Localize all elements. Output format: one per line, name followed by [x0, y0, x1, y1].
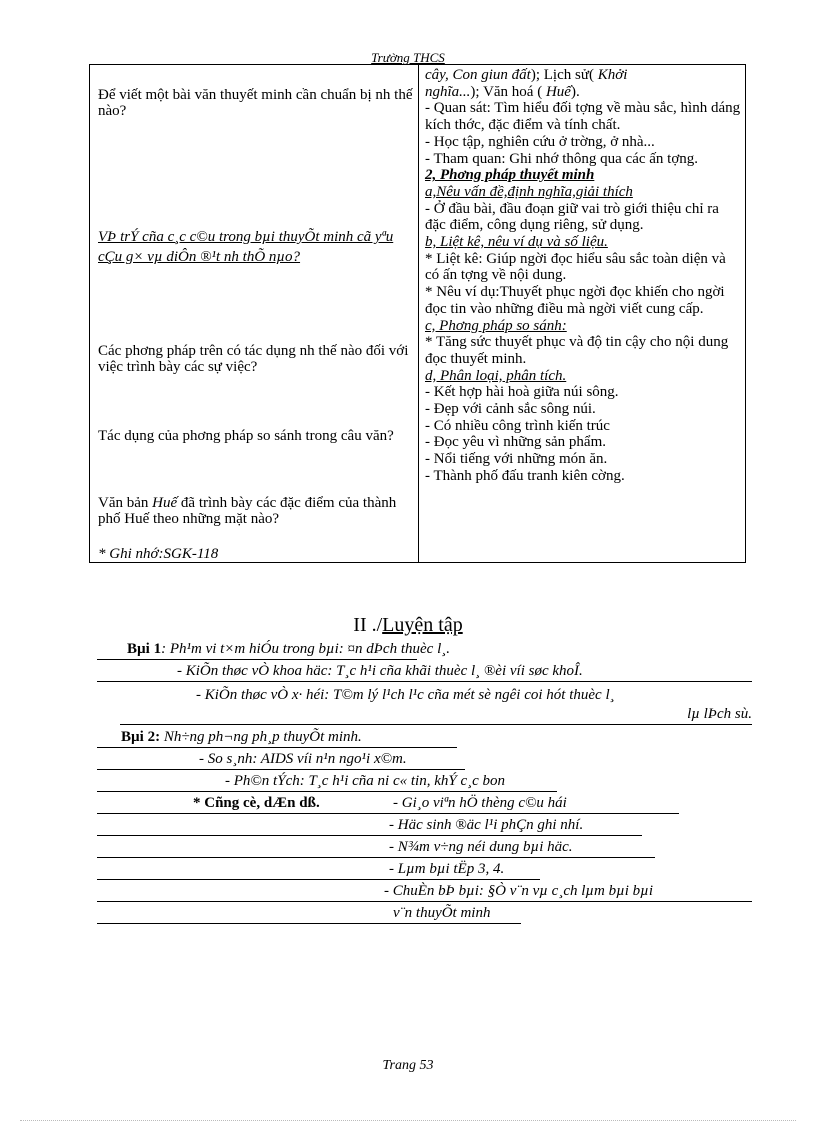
question-methods-effect: Các phơng pháp trên có tác dụng nh thế nào đối với việc trình bày các sự việc? — [98, 343, 409, 375]
practice-line: v¨n thuyÕt minh — [97, 904, 521, 924]
hue-item: - Có nhiều công trình kiến trúc — [425, 417, 610, 434]
practice-line: * Cñng cè, dÆn dß. - Gi¸o viªn hÖ thèng c©u hái — [97, 794, 679, 814]
method-d-heading: d, Phân loại, phân tích. — [425, 367, 567, 384]
practice-line: Bµi 2: Nh÷ng ph¬ng ph¸p thuyÕt minh. — [97, 728, 457, 748]
hue-item: - Nổi tiếng với những món ăn. — [425, 451, 608, 468]
section-title: II ./Luyện tập — [353, 614, 463, 636]
qa-table — [89, 64, 746, 563]
practice-line: - So s¸nh: AIDS víi n¹n ngo¹i x©m. — [97, 750, 465, 770]
question-sentence-position: VÞ trÝ cña c¸c c©u trong bµi thuyÕt minh cã yªu cÇu g× vµ diÔn ®¹t nh thÕ nµo? — [98, 229, 394, 265]
answers-column — [419, 65, 746, 563]
page-header: Trường THCS — [371, 50, 445, 65]
hue-item: - Thành phố đấu tranh kiên cờng. — [425, 467, 625, 484]
method-c-text: * Tăng sức thuyết phục và độ tin cậy cho nội dung đọc thuyết minh. — [425, 334, 729, 367]
practice-line: - Lµm bµi tËp 3, 4. — [97, 860, 540, 880]
practice-line: Bµi 1: Ph¹m vi t×m hiÓu trong bµi: ¤n dÞch thuèc l¸. — [97, 640, 417, 660]
practice-line: - KiÕn thøc vÒ x· héi: T©m lý l¹ch l¹c cña mét sè ngêi coi hót thuèc l¸ — [196, 687, 615, 703]
hue-item: - Đọc yêu vì những sản phẩm. — [425, 434, 607, 451]
note-sgk: * Ghi nhớ:SGK-118 — [98, 546, 219, 562]
answer-visit: - Tham quan: Ghi nhớ thông qua các ấn tợng. — [425, 150, 699, 167]
method-heading: 2, Phơng pháp thuyết minh — [425, 167, 595, 184]
hue-item: - Kết hợp hài hoà giữa núi sông. — [425, 384, 619, 401]
practice-line: lµ lÞch sù. — [120, 705, 752, 725]
answer-observe: - Quan sát: Tìm hiểu đối tợng về màu sắc, hình dáng kích thớc, đặc điểm và tính chất. — [425, 100, 741, 134]
bottom-border — [20, 1120, 796, 1121]
method-a-heading: a,Nêu vấn đề,định nghĩa,giải thích — [425, 183, 633, 200]
method-b-list: * Liệt kê: Giúp ngời đọc hiểu sâu sắc toàn diện và có ấn tợng về nội dung. — [425, 250, 726, 284]
question-comparison: Tác dụng của phơng pháp so sánh trong câu văn? — [98, 428, 394, 444]
practice-line: - ChuÈn bÞ bµi: §Ò v¨n vµ c¸ch lµm bµi bµi — [97, 882, 752, 902]
method-c-heading: c, Phơng pháp so sánh: — [425, 317, 567, 334]
question-hue: Văn bản Huế đã trình bày các đặc điểm của thành phố Huế theo những mặt nào? — [98, 495, 397, 527]
method-b-heading: b, Liệt kê, nêu ví dụ và số liệu. — [425, 234, 608, 251]
question-prepare: Để viết một bài văn thuyết minh cần chuẩn bị nh thế nào? — [98, 87, 413, 119]
method-a-text: - Ở đầu bài, đầu đoạn giữ vai trò giới thiệu chỉ ra đặc điểm, công dụng riêng, sử dụng. — [425, 200, 719, 234]
hue-item: - Đẹp với cảnh sắc sông núi. — [425, 401, 596, 418]
page-number: Trang 53 — [382, 1058, 434, 1073]
practice-line: - KiÕn thøc vÒ khoa häc: T¸c h¹i cña khãi thuèc l¸ ®èi víi søc khoÎ. — [97, 662, 752, 682]
answer-topics-2: nghĩa...); Văn hoá ( Huế). — [425, 83, 580, 100]
method-b-example: * Nêu ví dụ:Thuyết phục ngời đọc khiến cho ngời đọc tin vào những điều mà ngời viết cung cấp. — [425, 284, 725, 317]
answer-topics-1: cây, Con giun đất); Lịch sử( Khởi — [425, 67, 628, 83]
practice-line: - N¾m v÷ng néi dung bµi häc. — [97, 838, 655, 858]
questions-column — [90, 65, 419, 563]
practice-line: - Häc sinh ®äc l¹i phÇn ghi nhí. — [97, 816, 642, 836]
practice-line: - Ph©n tÝch: T¸c h¹i cña ni c« tin, khÝ c¸c bon — [97, 772, 557, 792]
answer-study: - Học tập, nghiên cứu ở trờng, ở nhà... — [425, 133, 655, 150]
